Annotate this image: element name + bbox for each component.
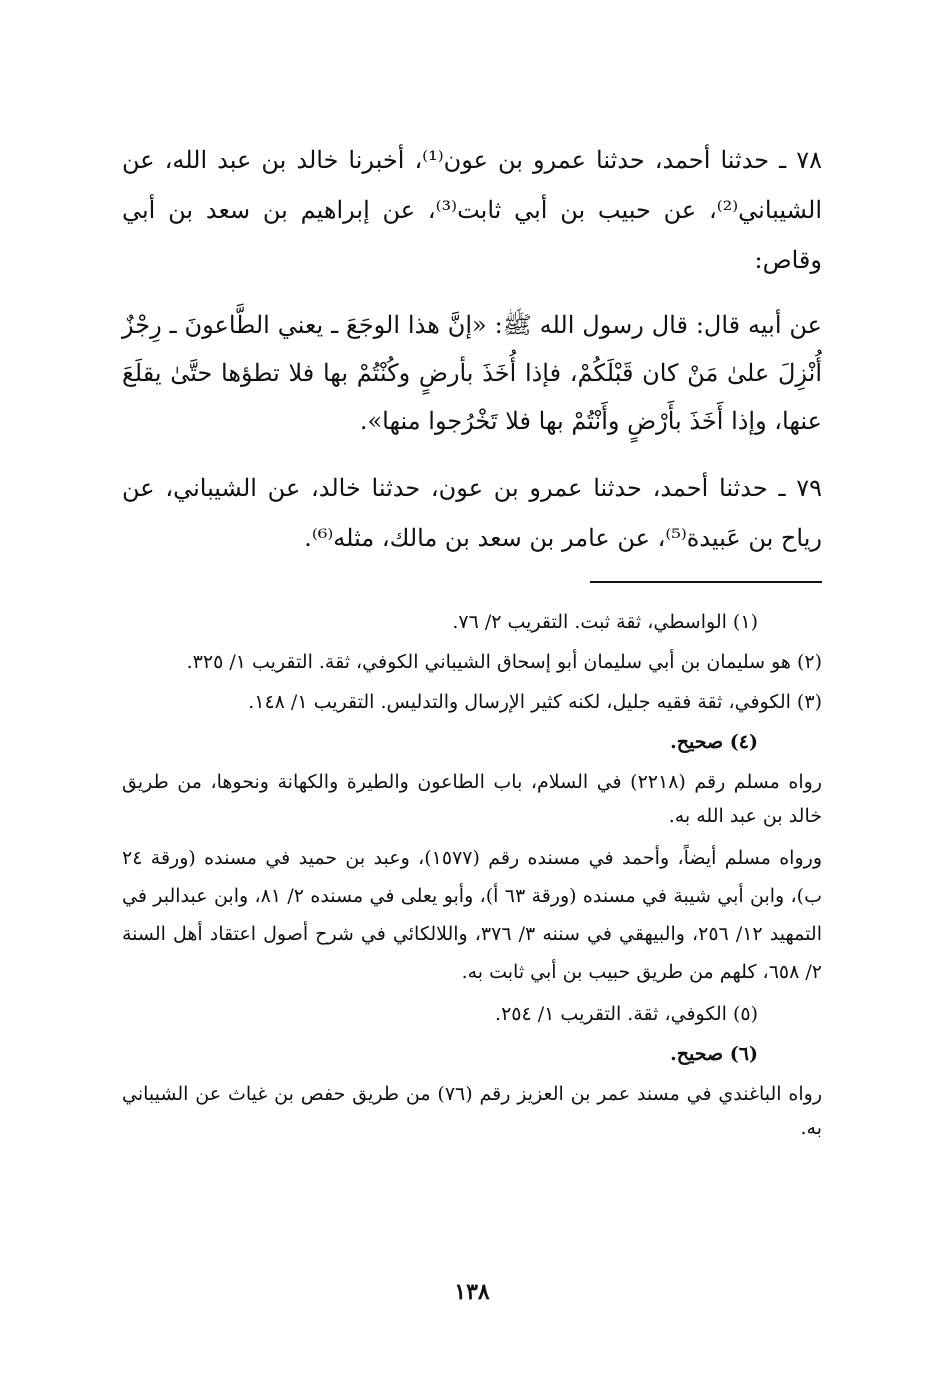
book-page [122, 135, 822, 1335]
hadith-78-isnad: ٧٨ ـ حدثنا أحمد، حدثنا عمرو بن عون⁽¹⁾، أخبرنا خالد بن عبد الله، عن الشيباني⁽²⁾، عن حبيب بن أبي ثابت⁽³⁾، عن إبراهيم بن سعد بن أبي وقاص: [122, 146, 822, 274]
page-number: ١٣٨ [454, 1279, 490, 1305]
footnote-3: (٣) الكوفي، ثقة فقيه جليل، لكنه كثير الإرسال والتدليس. التقريب ١/ ١٤٨. [248, 691, 822, 713]
hadith-79: ٧٩ ـ حدثنا أحمد، حدثنا عمرو بن عون، حدثنا خالد، عن الشيباني، عن رياح بن عَبيدة⁽⁵⁾، عن عامر بن سعد بن مالك، مثله⁽⁶⁾. [122, 474, 822, 552]
footnote-5: (٥) الكوفي، ثقة. التقريب ١/ ٢٥٤. [495, 1003, 758, 1025]
footnote-4-text-2: ورواه مسلم أيضاً، وأحمد في مسنده رقم (١٥٧٧)، وعبد بن حميد في مسنده (ورقة ٢٤ ب)، وابن أبي شيبة في مسنده (ورقة ٦٣ أ)، وأبو يعلى في مسنده ٢/ ٨١، وابن عبدالبر في التمهيد ١٢/ ٢٥٦، والبيهقي في سننه ٣/ ٣٧٦، واللالكائي في شرح أصول اعتقاد أهل السنة ٢/ ٦٥٨، كلهم من طريق حبيب بن أبي ثابت به. [122, 847, 822, 983]
footnote-6-label: (٦) صحيح. [670, 1043, 758, 1065]
main-text [122, 135, 822, 563]
footnote-separator [590, 581, 822, 583]
footnote-4-label: (٤) صحيح. [670, 731, 758, 753]
footnote-2: (٢) هو سليمان بن أبي سليمان أبو إسحاق الشيباني الكوفي، ثقة. التقريب ١/ ٣٢٥. [186, 651, 822, 673]
footnotes [122, 605, 822, 1145]
footnote-1: (١) الواسطي، ثقة ثبت. التقريب ٢/ ٧٦. [452, 611, 758, 633]
footnote-6-text: رواه الباغندي في مسند عمر بن العزيز رقم (٧٦) من طريق حفص بن غياث عن الشيباني به. [122, 1083, 822, 1139]
hadith-78-matn: عن أبيه قال: قال رسول الله ﷺ: «إنَّ هذا الوجَعَ ـ يعني الطَّاعونَ ـ رِجْزٌ أُنْزِلَ علىٰ مَنْ كان قَبْلَكُمْ، فإذا أُخَذَ بأرضٍ وكُنْتُمْ بها فلا تطؤها حتَّىٰ يقلَعَ عنها، وإذا أَخَذَ بأَرْضٍ وأَنْتُمْ بها فلا تَخْرُجوا منها». [122, 311, 823, 435]
footnote-4-text-1: رواه مسلم رقم (٢٢١٨) في السلام، باب الطاعون والطيرة والكهانة ونحوها، من طريق خالد بن عبد الله به. [122, 771, 822, 827]
